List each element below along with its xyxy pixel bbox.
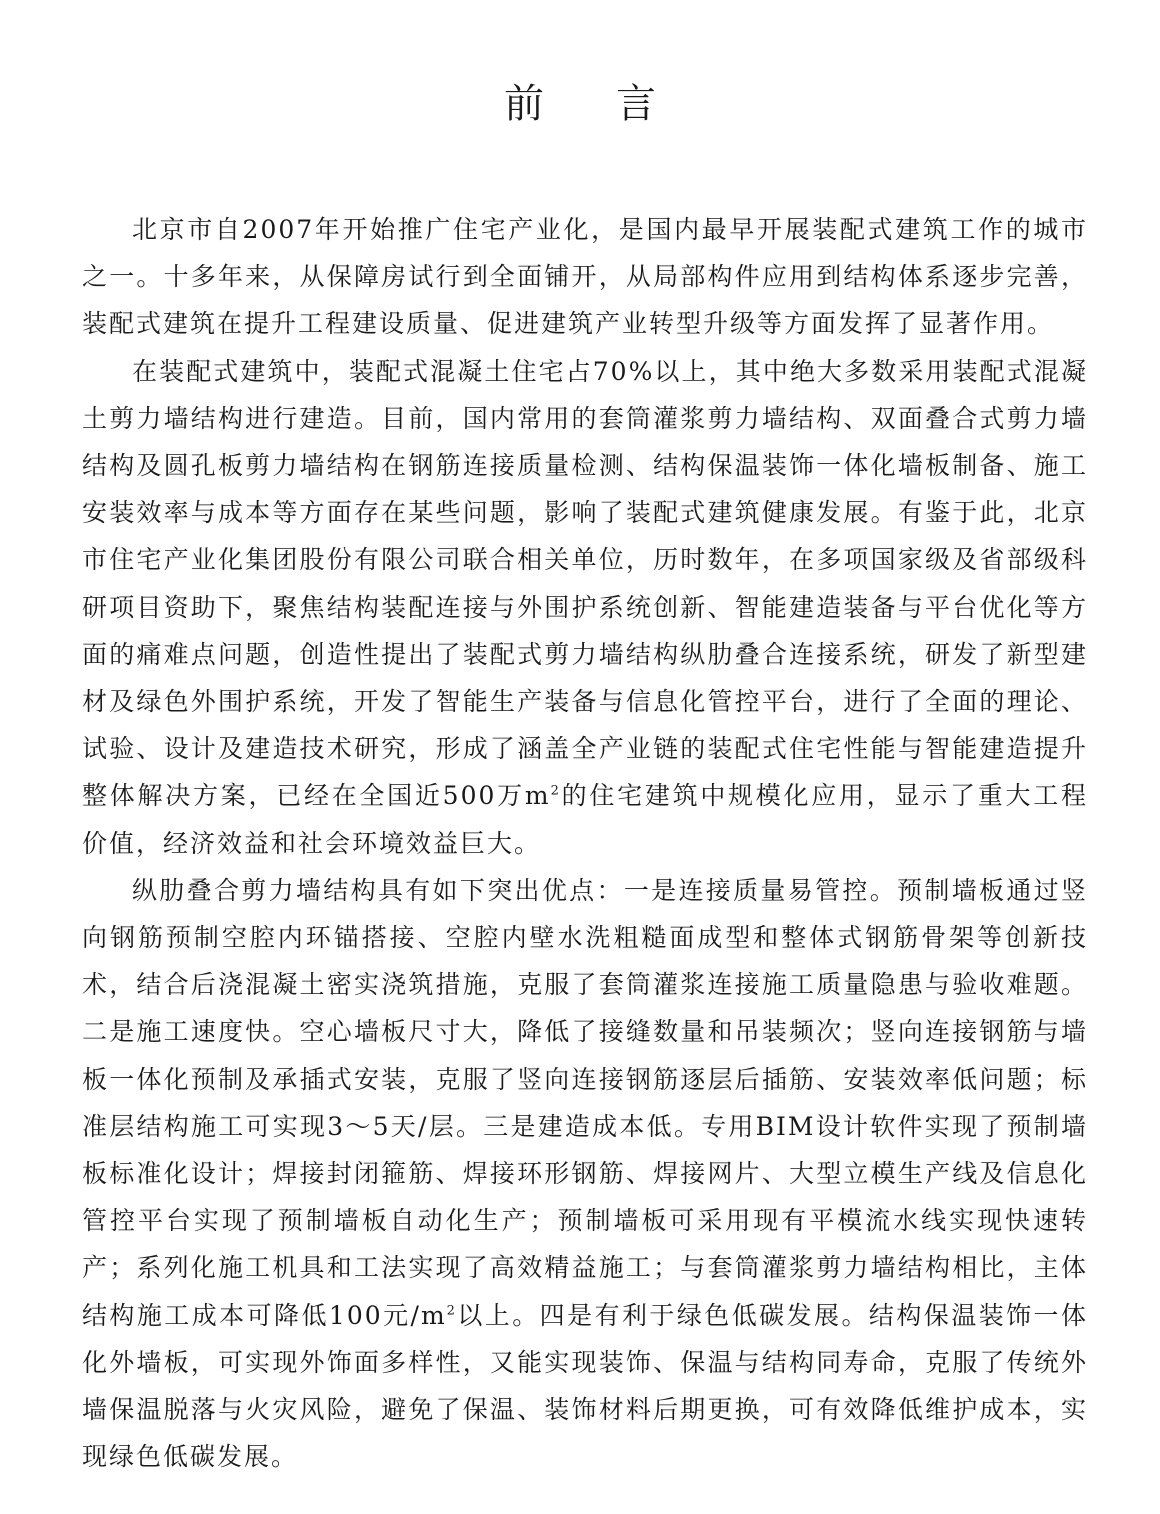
paragraph-2-text-b: 的住宅建筑中规模化应用，显示了重大工程价值，经济效益和社会环境效益巨大。 xyxy=(82,781,1088,858)
paragraph-1-text: 北京市自2007年开始推广住宅产业化，是国内最早开展装配式建筑工作的城市之一。十多年来，从保障房试行到全面铺开，从局部构件应用到结构体系逐步完善，装配式建筑在提升工程建设质量、促进建筑产业转型升级等方面发挥了显著作用。 xyxy=(82,215,1088,339)
paragraph-3-text-b: 以上。四是有利于绿色低碳发展。结构保温装饰一体化外墙板，可实现外饰面多样性，又能实现装饰、保温与结构同寿命，克服了传统外墙保温脱落与火灾风险，避免了保温、装饰材料后期更换，可有效降低维护成本，实现绿色低碳发展。 xyxy=(82,1300,1088,1472)
preface-body xyxy=(82,206,1088,1480)
superscript-2: 2 xyxy=(446,1303,457,1319)
paragraph-1 xyxy=(82,206,1088,348)
paragraph-2-text-a: 在装配式建筑中，装配式混凝土住宅占70%以上，其中绝大多数采用装配式混凝土剪力墙结构进行建造。目前，国内常用的套筒灌浆剪力墙结构、双面叠合式剪力墙结构及圆孔板剪力墙结构在钢筋连接质量检测、结构保温装饰一体化墙板制备、施工安装效率与成本等方面存在某些问题，影响了装配式建筑健康发展。有鉴于此，北京市住宅产业化集团股份有限公司联合相关单位，历时数年，在多项国家级及省部级科研项目资助下，聚焦结构装配连接与外围护系统创新、智能建造装备与平台优化等方面的痛难点问题，创造性提出了装配式剪力墙结构纵肋叠合连接系统，研发了新型建材及绿色外围护系统，开发了智能生产装备与信息化管控平台，进行了全面的理论、试验、设计及建造技术研究，形成了涵盖全产业链的装配式住宅性能与智能建造提升整体解决方案，已经在全国近500万m xyxy=(82,356,1088,811)
superscript-2: 2 xyxy=(550,784,561,800)
page-title: 前言 xyxy=(504,81,728,127)
paragraph-3-text-a: 纵肋叠合剪力墙结构具有如下突出优点：一是连接质量易管控。预制墙板通过竖向钢筋预制空腔内环锚搭接、空腔内壁水洗粗糙面成型和整体式钢筋骨架等创新技术，结合后浇混凝土密实浇筑措施，克服了套筒灌浆连接施工质量隐患与验收难题。二是施工速度快。空心墙板尺寸大，降低了接缝数量和吊装频次；竖向连接钢筋与墙板一体化预制及承插式安装，克服了竖向连接钢筋逐层后插筋、安装效率低问题；标准层结构施工可实现3～5天/层。三是建造成本低。专用BIM设计软件实现了预制墙板标准化设计；焊接封闭箍筋、焊接环形钢筋、焊接网片、大型立模生产线及信息化管控平台实现了预制墙板自动化生产；预制墙板可采用现有平模流水线实现快速转产；系列化施工机具和工法实现了高效精益施工；与套筒灌浆剪力墙结构相比，主体结构施工成本可降低100元/m xyxy=(82,875,1088,1330)
paragraph-2 xyxy=(82,348,1088,867)
paragraph-3 xyxy=(82,867,1088,1481)
